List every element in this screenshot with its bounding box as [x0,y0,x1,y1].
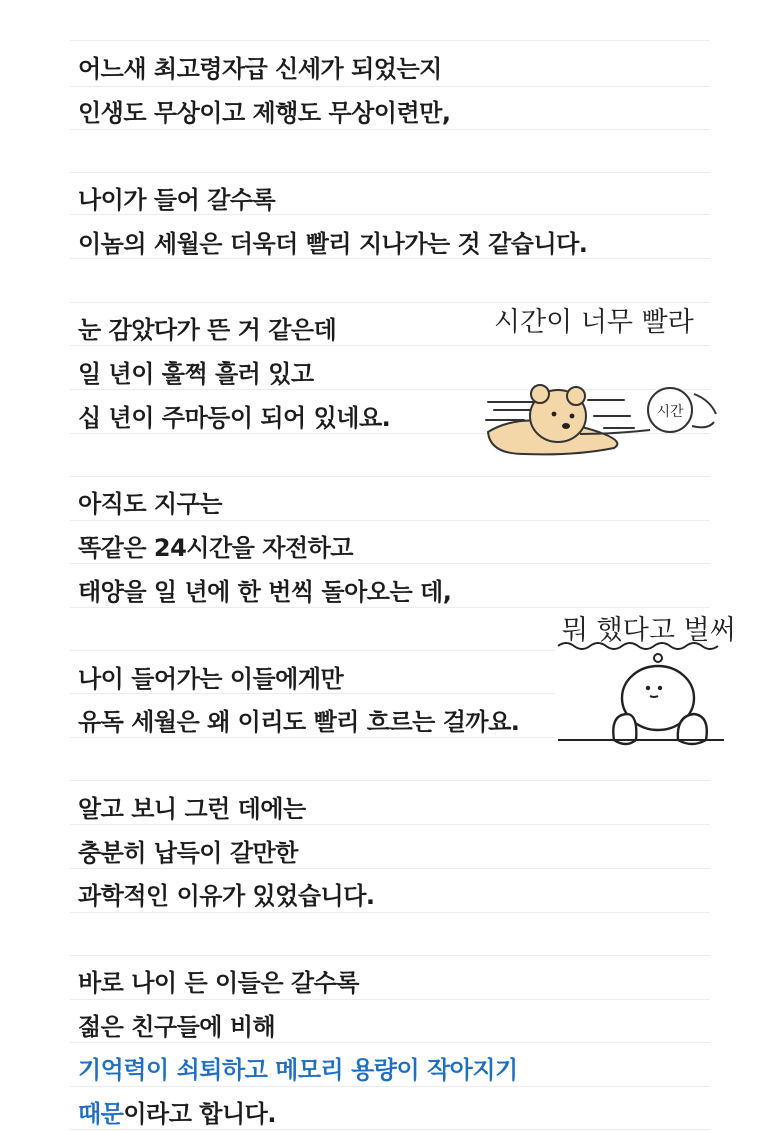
text-line: 바로 나이 든 이들은 갈수록 [78,969,359,997]
ball-trail [692,422,714,427]
ruled-line [70,999,710,1000]
ruled-line [70,650,555,651]
bear-eye [570,414,575,419]
bear-chasing-time-illustration [484,376,720,460]
highlight-line: 기억력이 쇠퇴하고 메모리 용량이 작아지기 [78,1056,518,1084]
text-line: 태양을 일 년에 한 번씩 돌아오는 데, [78,578,452,606]
text-line-last [78,1094,276,1129]
ruled-line [70,868,710,869]
time-ball-label: 시간 [656,404,684,420]
ruled-line [70,86,710,87]
ball-trail [694,394,716,414]
highlight-word: 때문 [78,1100,124,1128]
character-mouth [650,696,658,697]
text-line: 똑같은 24시간을 자전하고 [78,534,353,562]
text-line: 젊은 친구들에 비해 [78,1013,276,1041]
ruled-line [70,129,710,130]
text-line: 인생도 무상이고 제행도 무상이련만, [78,99,451,127]
ruled-line [70,912,710,913]
ruled-line [70,1086,710,1087]
ruled-line [70,563,710,564]
ruled-line [70,824,710,825]
bear-ear [567,387,585,405]
text-line: 충분히 납득이 갈만한 [78,839,298,867]
thought-bubble [654,654,662,662]
ruled-line [70,40,710,41]
text-line: 아직도 지구는 [78,490,222,518]
bear-ear [531,385,549,403]
text-line: 십 년이 주마등이 되어 있네요. [78,404,391,432]
ruled-line [70,780,710,781]
text-line: 나이가 들어 갈수록 [78,186,276,214]
ruled-line [70,1129,710,1130]
ruled-line [70,955,710,956]
text-line: 과학적인 이유가 있었습니다. [78,882,375,910]
bear-eye [552,412,557,417]
ruled-line [70,172,710,173]
text-line: 눈 감았다가 뜬 거 같은데 [78,316,337,344]
ruled-line [70,476,710,477]
text-line-rest: 이라고 합니다. [123,1100,276,1128]
wavy-underline [558,643,718,649]
text-line: 이놈의 세월은 더욱더 빨리 지나가는 것 같습니다. [78,230,588,258]
text-line: 유독 세월은 왜 이리도 빨리 흐르는 걸까요. [78,708,520,736]
text-line: 어느새 최고령자급 신세가 되었는지 [78,55,442,83]
pensive-character-illustration [556,640,726,756]
text-line: 알고 보니 그런 데에는 [78,795,306,823]
illustration-2-caption: 뭐 했다고 벌써 [562,615,736,646]
text-line: 나이 들어가는 이들에게만 [78,665,344,693]
ruled-line [70,1042,710,1043]
character-eye [646,686,650,690]
character-eye [658,686,662,690]
bear-nose [562,423,570,429]
text-line: 일 년이 훌쩍 흘러 있고 [78,360,314,388]
ruled-line [70,520,710,521]
illustration-1-caption: 시간이 너무 빨라 [494,307,694,338]
ruled-line [70,737,555,738]
ruled-line [70,345,710,346]
